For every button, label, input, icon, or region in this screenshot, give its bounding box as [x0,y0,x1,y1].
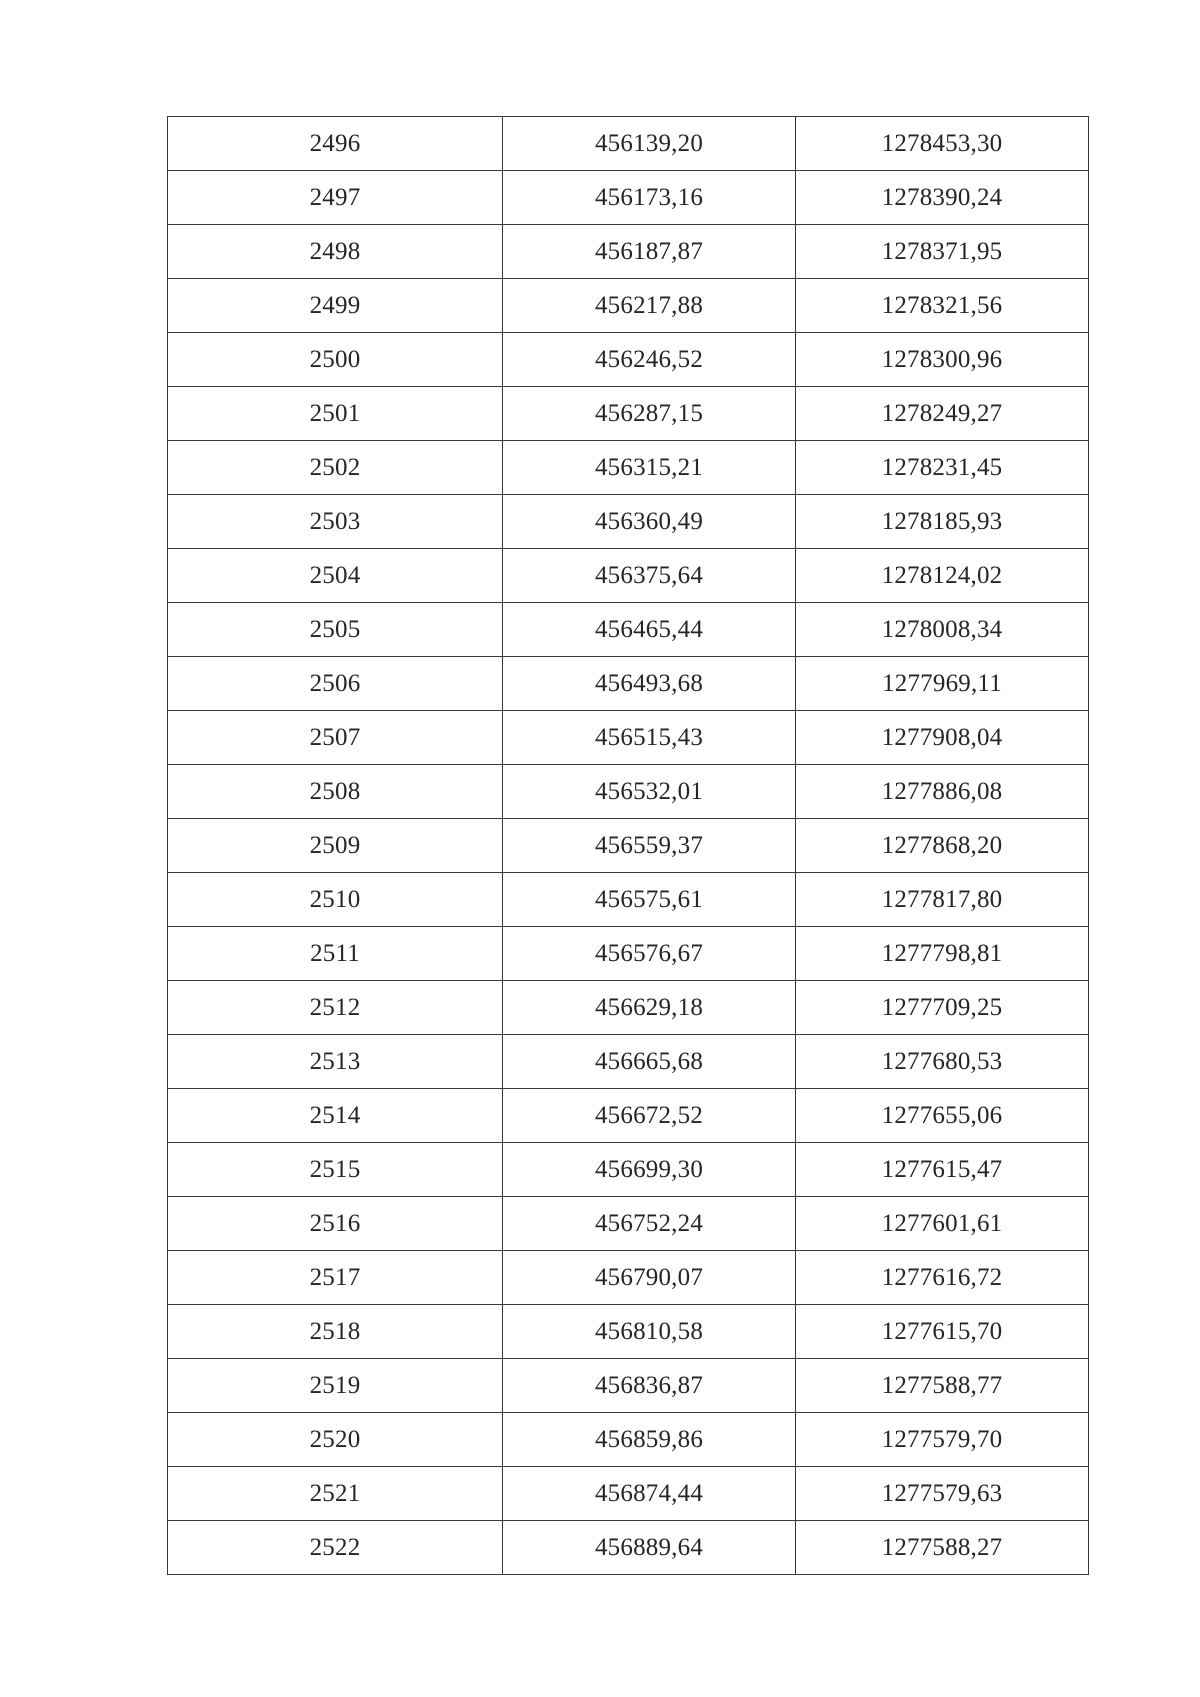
table-row [168,549,1089,603]
x-coordinate-cell: 456889,64 [503,1521,796,1575]
x-coordinate-cell: 456532,01 [503,765,796,819]
table-row [168,333,1089,387]
x-coordinate-cell: 456465,44 [503,603,796,657]
table-row [168,657,1089,711]
table-row [168,279,1089,333]
x-coordinate-cell: 456515,43 [503,711,796,765]
table-row [168,765,1089,819]
table-row [168,387,1089,441]
y-coordinate-cell: 1278008,34 [796,603,1089,657]
table-row [168,1035,1089,1089]
y-coordinate-cell: 1277969,11 [796,657,1089,711]
x-coordinate-cell: 456575,61 [503,873,796,927]
x-coordinate-cell: 456672,52 [503,1089,796,1143]
y-coordinate-cell: 1277798,81 [796,927,1089,981]
x-coordinate-cell: 456874,44 [503,1467,796,1521]
point-number-cell: 2521 [168,1467,503,1521]
table-row [168,225,1089,279]
x-coordinate-cell: 456790,07 [503,1251,796,1305]
table-row [168,603,1089,657]
y-coordinate-cell: 1278371,95 [796,225,1089,279]
x-coordinate-cell: 456629,18 [503,981,796,1035]
table-row [168,1467,1089,1521]
x-coordinate-cell: 456859,86 [503,1413,796,1467]
x-coordinate-cell: 456576,67 [503,927,796,981]
y-coordinate-cell: 1278453,30 [796,117,1089,171]
y-coordinate-cell: 1277588,77 [796,1359,1089,1413]
table-row [168,1251,1089,1305]
x-coordinate-cell: 456315,21 [503,441,796,495]
y-coordinate-cell: 1278124,02 [796,549,1089,603]
table-row [168,1089,1089,1143]
y-coordinate-cell: 1277579,63 [796,1467,1089,1521]
table-row [168,819,1089,873]
table-row [168,441,1089,495]
x-coordinate-cell: 456836,87 [503,1359,796,1413]
y-coordinate-cell: 1277709,25 [796,981,1089,1035]
table-row [168,117,1089,171]
table-row [168,171,1089,225]
table-row [168,1305,1089,1359]
y-coordinate-cell: 1278231,45 [796,441,1089,495]
point-number-cell: 2509 [168,819,503,873]
x-coordinate-cell: 456187,87 [503,225,796,279]
y-coordinate-cell: 1278390,24 [796,171,1089,225]
x-coordinate-cell: 456173,16 [503,171,796,225]
y-coordinate-cell: 1278321,56 [796,279,1089,333]
point-number-cell: 2517 [168,1251,503,1305]
point-number-cell: 2516 [168,1197,503,1251]
y-coordinate-cell: 1277817,80 [796,873,1089,927]
x-coordinate-cell: 456699,30 [503,1143,796,1197]
y-coordinate-cell: 1277680,53 [796,1035,1089,1089]
x-coordinate-cell: 456246,52 [503,333,796,387]
x-coordinate-cell: 456375,64 [503,549,796,603]
table-row [168,711,1089,765]
point-number-cell: 2496 [168,117,503,171]
y-coordinate-cell: 1277615,70 [796,1305,1089,1359]
point-number-cell: 2506 [168,657,503,711]
point-number-cell: 2500 [168,333,503,387]
table-row [168,1197,1089,1251]
point-number-cell: 2511 [168,927,503,981]
x-coordinate-cell: 456559,37 [503,819,796,873]
point-number-cell: 2501 [168,387,503,441]
y-coordinate-cell: 1277579,70 [796,1413,1089,1467]
y-coordinate-cell: 1277601,61 [796,1197,1089,1251]
coordinates-table-body [168,117,1089,1575]
x-coordinate-cell: 456217,88 [503,279,796,333]
point-number-cell: 2519 [168,1359,503,1413]
point-number-cell: 2498 [168,225,503,279]
point-number-cell: 2515 [168,1143,503,1197]
y-coordinate-cell: 1277588,27 [796,1521,1089,1575]
point-number-cell: 2522 [168,1521,503,1575]
y-coordinate-cell: 1277616,72 [796,1251,1089,1305]
table-row [168,981,1089,1035]
table-row [168,873,1089,927]
point-number-cell: 2504 [168,549,503,603]
x-coordinate-cell: 456752,24 [503,1197,796,1251]
table-row [168,927,1089,981]
point-number-cell: 2514 [168,1089,503,1143]
x-coordinate-cell: 456287,15 [503,387,796,441]
x-coordinate-cell: 456810,58 [503,1305,796,1359]
x-coordinate-cell: 456360,49 [503,495,796,549]
point-number-cell: 2505 [168,603,503,657]
point-number-cell: 2507 [168,711,503,765]
point-number-cell: 2512 [168,981,503,1035]
table-row [168,1359,1089,1413]
point-number-cell: 2510 [168,873,503,927]
table-row [168,1521,1089,1575]
y-coordinate-cell: 1277868,20 [796,819,1089,873]
x-coordinate-cell: 456139,20 [503,117,796,171]
point-number-cell: 2499 [168,279,503,333]
point-number-cell: 2520 [168,1413,503,1467]
point-number-cell: 2503 [168,495,503,549]
y-coordinate-cell: 1277655,06 [796,1089,1089,1143]
coordinates-table [167,116,1089,1575]
table-row [168,1143,1089,1197]
point-number-cell: 2508 [168,765,503,819]
y-coordinate-cell: 1277886,08 [796,765,1089,819]
x-coordinate-cell: 456665,68 [503,1035,796,1089]
y-coordinate-cell: 1277615,47 [796,1143,1089,1197]
point-number-cell: 2497 [168,171,503,225]
x-coordinate-cell: 456493,68 [503,657,796,711]
y-coordinate-cell: 1278249,27 [796,387,1089,441]
point-number-cell: 2502 [168,441,503,495]
table-row [168,1413,1089,1467]
y-coordinate-cell: 1277908,04 [796,711,1089,765]
y-coordinate-cell: 1278185,93 [796,495,1089,549]
y-coordinate-cell: 1278300,96 [796,333,1089,387]
point-number-cell: 2518 [168,1305,503,1359]
point-number-cell: 2513 [168,1035,503,1089]
table-row [168,495,1089,549]
